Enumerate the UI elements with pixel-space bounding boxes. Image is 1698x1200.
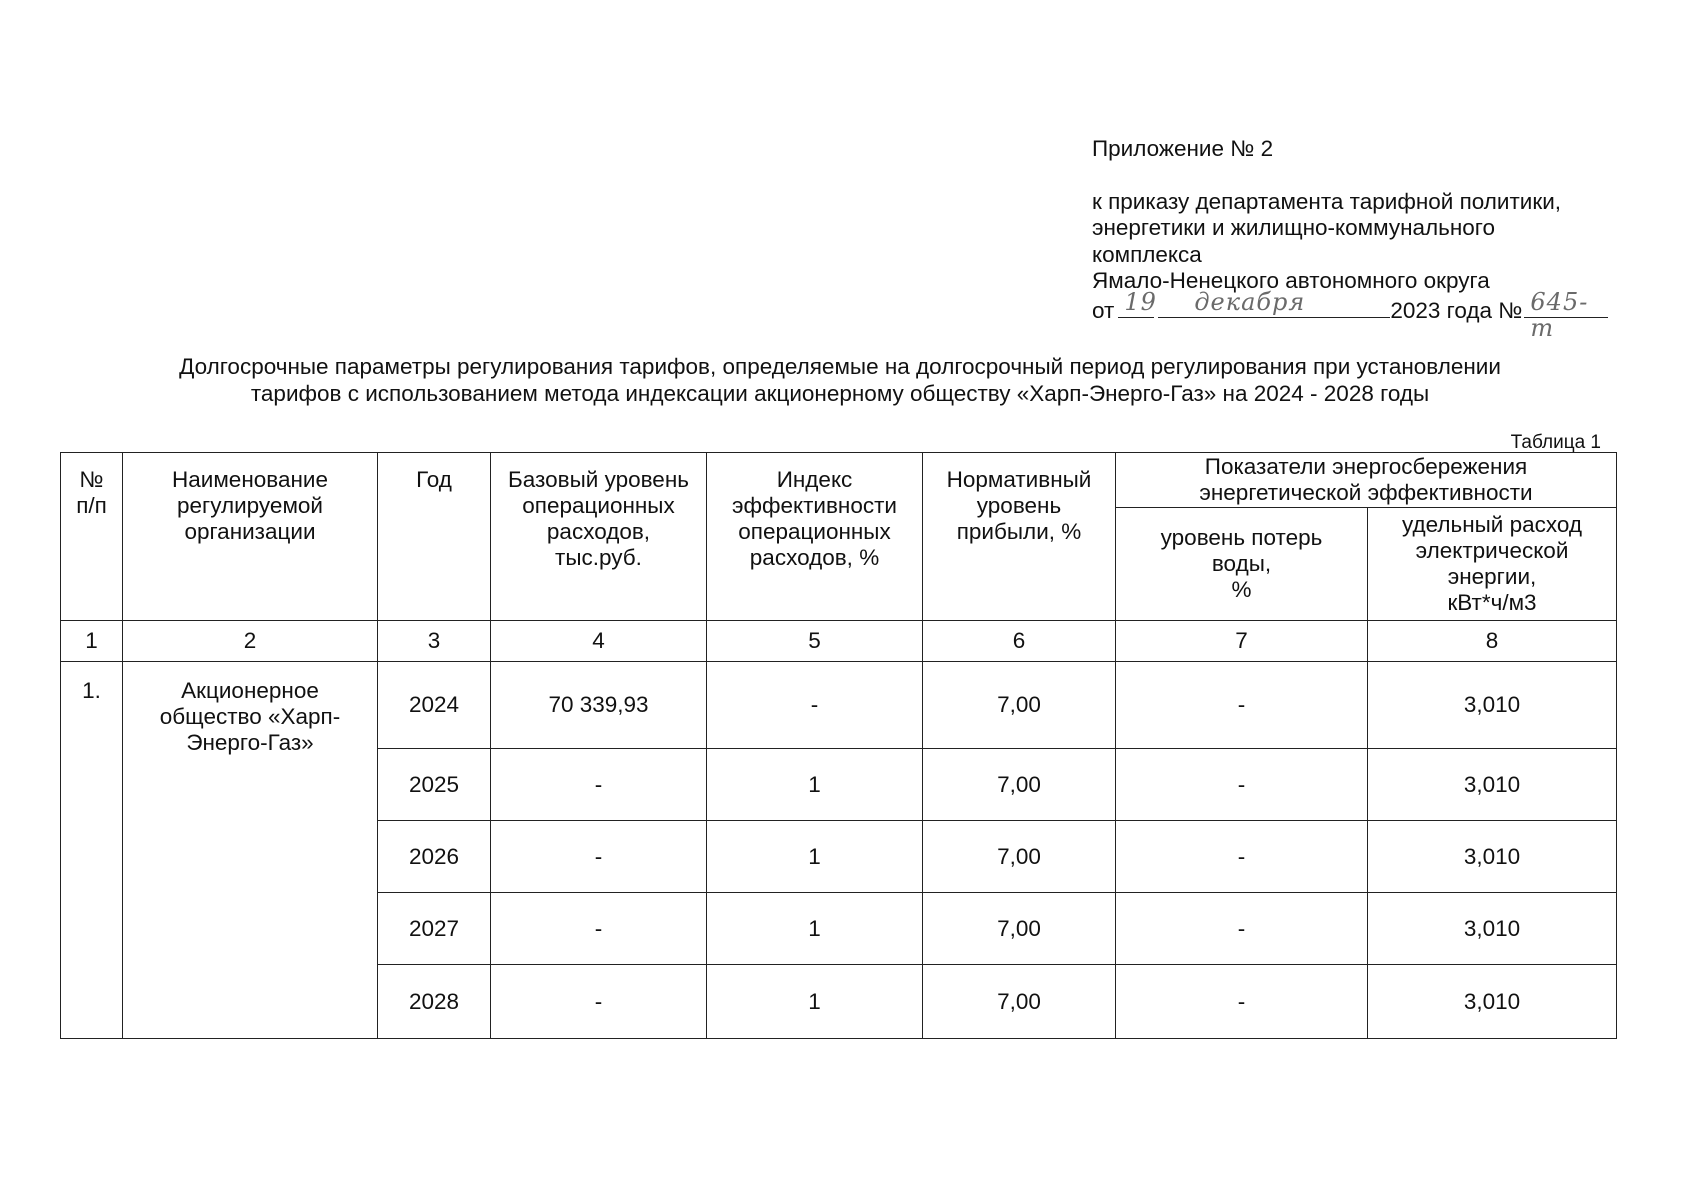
appendix-title: Приложение № 2 xyxy=(1092,136,1274,161)
cell-year: 2024 xyxy=(378,662,491,749)
appendix-line-2: энергетики и жилищно-коммунального xyxy=(1092,215,1496,240)
cell-water-loss: - xyxy=(1116,965,1368,1039)
cell-water-loss: - xyxy=(1116,821,1368,893)
appendix-line-1: к приказу департамента тарифной политики, xyxy=(1092,188,1562,214)
cell-electricity: 3,010 xyxy=(1368,965,1617,1039)
column-number-row xyxy=(61,621,1617,662)
header-num: № п/п xyxy=(61,453,123,621)
cell-year: 2028 xyxy=(378,965,491,1039)
cell-water-loss: - xyxy=(1116,893,1368,965)
row-index: 1. xyxy=(61,662,123,1039)
column-number: 1 xyxy=(61,621,123,662)
column-number: 3 xyxy=(378,621,491,662)
document-title xyxy=(60,354,1620,407)
document-title-line-1: Долгосрочные параметры регулирования тарифов, определяемые на долгосрочный период регулирования при установлении xyxy=(179,354,1501,379)
handwritten-day: 19 xyxy=(1118,295,1154,318)
handwritten-order-number: 645-т xyxy=(1524,295,1608,318)
cell-efficiency-index: 1 xyxy=(707,965,923,1039)
column-number: 4 xyxy=(491,621,707,662)
column-number: 7 xyxy=(1116,621,1368,662)
column-number: 5 xyxy=(707,621,923,662)
cell-base-costs: - xyxy=(491,965,707,1039)
cell-base-costs: 70 339,93 xyxy=(491,662,707,749)
table-row xyxy=(61,662,1617,749)
organization-name: Акционерное общество «Харп- Энерго-Газ» xyxy=(123,662,378,1039)
cell-efficiency-index: 1 xyxy=(707,893,923,965)
date-year-text: 2023 года № xyxy=(1390,297,1523,323)
cell-electricity: 3,010 xyxy=(1368,893,1617,965)
column-number: 6 xyxy=(923,621,1116,662)
document-title-line-2: тарифов с использованием метода индексации акционерному обществу «Харп-Энерго-Газ» на 2024 - 2028 годы xyxy=(250,380,1430,406)
cell-year: 2027 xyxy=(378,893,491,965)
cell-water-loss: - xyxy=(1116,662,1368,749)
cell-profit-level: 7,00 xyxy=(923,965,1116,1039)
header-base-costs: Базовый уровень операционных расходов, тыс.руб. xyxy=(491,453,707,621)
cell-electricity: 3,010 xyxy=(1368,749,1617,821)
parameters-table xyxy=(60,452,1617,1039)
header-efficiency-index: Индекс эффективности операционных расходов, % xyxy=(707,453,923,621)
cell-year: 2026 xyxy=(378,821,491,893)
column-number: 2 xyxy=(123,621,378,662)
column-number: 8 xyxy=(1368,621,1617,662)
cell-water-loss: - xyxy=(1116,749,1368,821)
table-label: Таблица 1 xyxy=(1510,432,1601,453)
appendix-date-line xyxy=(1092,287,1652,342)
cell-base-costs: - xyxy=(491,749,707,821)
cell-efficiency-index: 1 xyxy=(707,749,923,821)
cell-profit-level: 7,00 xyxy=(923,893,1116,965)
appendix-line-3: комплекса xyxy=(1092,241,1202,267)
header-water-loss: уровень потерь воды, % xyxy=(1116,508,1368,621)
date-prefix: от xyxy=(1092,297,1115,323)
cell-profit-level: 7,00 xyxy=(923,662,1116,749)
header-profit-level: Нормативный уровень прибыли, % xyxy=(923,453,1116,621)
appendix-block xyxy=(1092,136,1652,342)
cell-profit-level: 7,00 xyxy=(923,749,1116,821)
header-electricity: удельный расход электрической энергии, кВт*ч/м3 xyxy=(1368,508,1617,621)
cell-efficiency-index: 1 xyxy=(707,821,923,893)
cell-base-costs: - xyxy=(491,821,707,893)
cell-efficiency-index: - xyxy=(707,662,923,749)
header-energy-group: Показатели энергосбережения энергетической эффективности xyxy=(1116,453,1617,508)
appendix-line-4: Ямало-Ненецкого автономного округа xyxy=(1092,268,1490,293)
cell-electricity: 3,010 xyxy=(1368,662,1617,749)
cell-electricity: 3,010 xyxy=(1368,821,1617,893)
handwritten-month: декабря xyxy=(1158,295,1390,318)
cell-base-costs: - xyxy=(491,893,707,965)
header-year: Год xyxy=(378,453,491,621)
cell-year: 2025 xyxy=(378,749,491,821)
cell-profit-level: 7,00 xyxy=(923,821,1116,893)
header-org: Наименование регулируемой организации xyxy=(123,453,378,621)
